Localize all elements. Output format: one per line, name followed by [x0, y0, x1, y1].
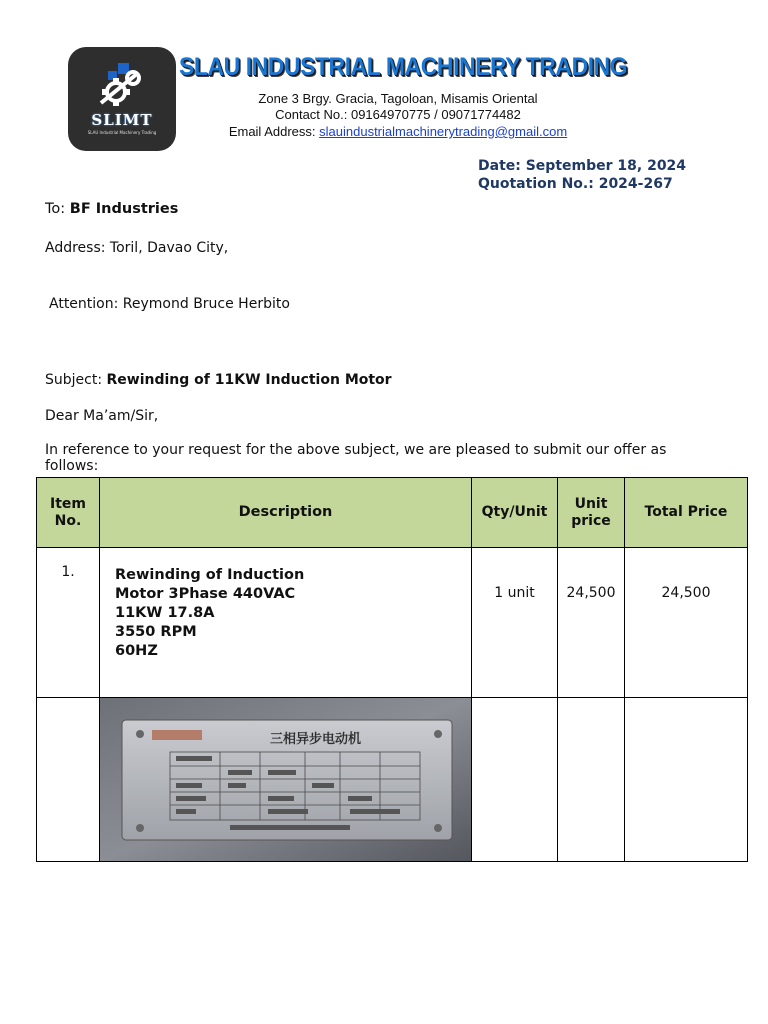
description-line: Motor 3Phase 440VAC [115, 586, 296, 602]
cell-empty [625, 698, 748, 862]
description-line: 60HZ [115, 643, 158, 659]
company-name: SLAU INDUSTRIAL MACHINERY TRADING [179, 53, 628, 81]
company-address: Zone 3 Brgy. Gracia, Tagoloan, Misamis Oriental [258, 91, 538, 106]
greeting: Dear Ma’am/Sir, [45, 408, 159, 424]
company-email-line [0, 124, 768, 139]
recipient-address: Address: Toril, Davao City, [45, 240, 229, 256]
quotation-date: Date: September 18, 2024 [478, 158, 687, 174]
header-description: Description [100, 478, 472, 548]
table-header-row [37, 478, 748, 548]
quotation-meta [478, 157, 686, 193]
email-label: Email Address: [228, 124, 320, 139]
header-qty: Qty/Unit [472, 478, 558, 548]
quotation-table [36, 477, 748, 862]
cell-empty [472, 698, 558, 862]
cell-unit-price: 24,500 [558, 548, 625, 698]
cell-description [100, 548, 472, 698]
cell-empty [558, 698, 625, 862]
header-item-no: Item No. [37, 478, 100, 548]
subject-label: Subject: [45, 372, 107, 388]
description-line: Rewinding of Induction [115, 567, 305, 583]
recipient-name: BF Industries [69, 201, 179, 217]
recipient-to [45, 201, 178, 217]
motor-nameplate-image [100, 698, 471, 861]
subject-text: Rewinding of 11KW Induction Motor [106, 372, 392, 388]
nameplate-title: 三相异步电动机 [270, 732, 362, 747]
logo-text: SLIMT [91, 111, 153, 129]
to-label: To: [45, 201, 70, 217]
recipient-attention: Attention: Reymond Bruce Herbito [49, 296, 290, 312]
cell-nameplate-photo [100, 698, 472, 862]
quotation-number: Quotation No.: 2024-267 [478, 176, 673, 192]
cell-qty: 1 unit [472, 548, 558, 698]
cell-total-price: 24,500 [625, 548, 748, 698]
header-total-price: Total Price [625, 478, 748, 548]
table-row-photo [37, 698, 748, 862]
description-line: 3550 RPM [115, 624, 197, 640]
table-row [37, 548, 748, 698]
intro-paragraph: In reference to your request for the above subject, we are pleased to submit our offer as follows: [45, 442, 667, 474]
cell-item-no: 1. [37, 548, 100, 698]
header-unit-price: Unit price [558, 478, 625, 548]
email-link[interactable]: slauindustrialmachinerytrading@gmail.com [319, 124, 568, 139]
cell-empty [37, 698, 100, 862]
description-line: 11KW 17.8A [115, 605, 215, 621]
subject-line [45, 372, 392, 388]
logo-subtext: SLAU Industrial Machinery Trading [87, 130, 157, 135]
company-contact: Contact No.: 09164970775 / 09071774482 [275, 107, 521, 122]
